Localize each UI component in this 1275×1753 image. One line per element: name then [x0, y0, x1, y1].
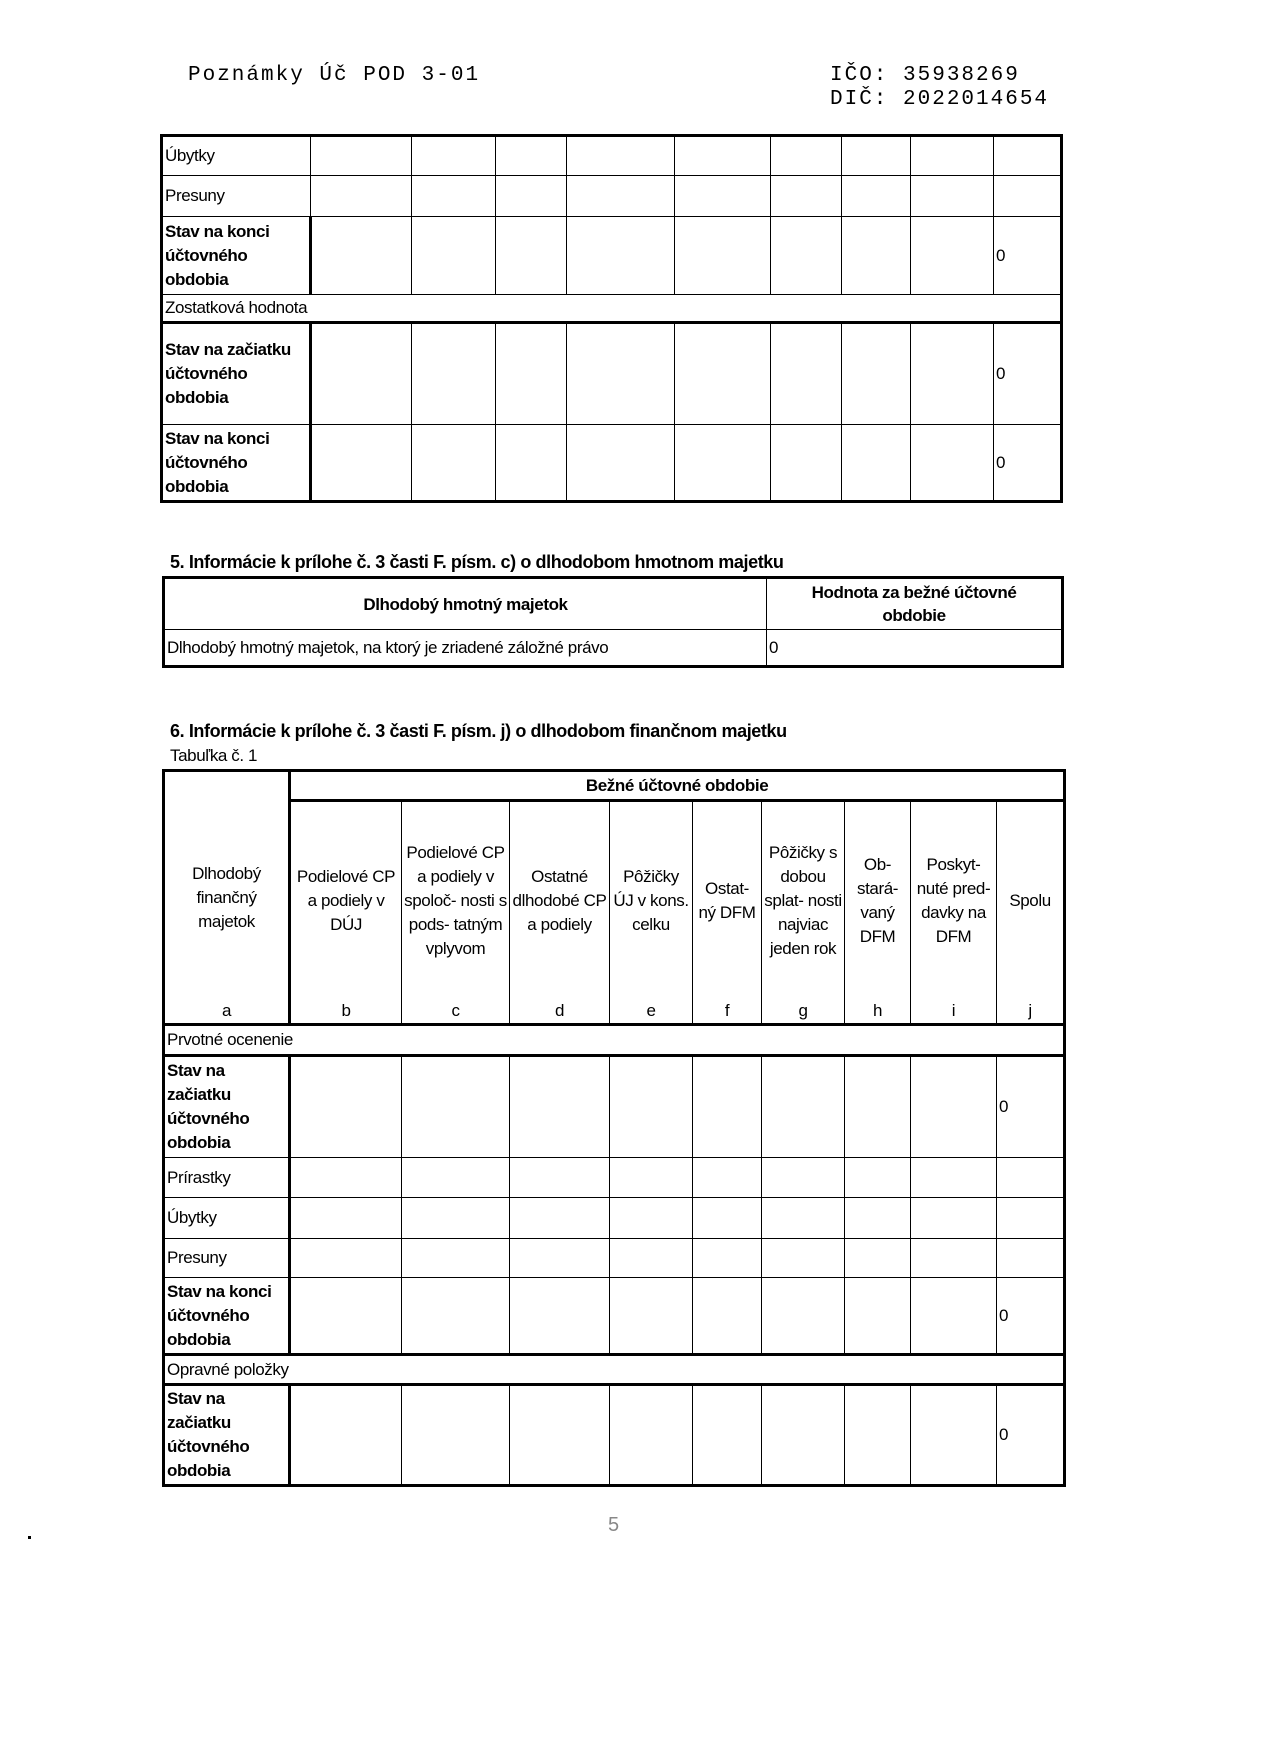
row-label: Úbytky	[162, 136, 311, 176]
table-cell	[997, 1198, 1065, 1239]
column-header	[693, 801, 762, 1025]
table-cell	[845, 1056, 911, 1158]
section-row-label: Prvotné ocenenie	[164, 1025, 1065, 1056]
table-row	[162, 323, 1062, 425]
table-cell	[290, 1158, 402, 1198]
col-header-value: Hodnota za bežné účtovné obdobie	[767, 578, 1063, 630]
table-cell	[311, 217, 412, 295]
column-label: Ostat- ný DFM	[698, 879, 756, 922]
table-cell: 0	[994, 425, 1062, 502]
table-cell	[412, 176, 496, 217]
column-letter: f	[724, 1001, 730, 1020]
table-cell	[510, 1198, 610, 1239]
table-cell	[402, 1239, 510, 1278]
table-cell	[496, 323, 567, 425]
table-cell	[610, 1239, 693, 1278]
table-row	[164, 1239, 1065, 1278]
table-cell	[762, 1056, 845, 1158]
section-row-label: Opravné položky	[164, 1355, 1065, 1385]
column-letter: g	[798, 1001, 808, 1020]
table-cell	[771, 217, 842, 295]
table-cell	[842, 217, 911, 295]
scan-dot	[28, 1536, 31, 1539]
table-cell	[567, 136, 675, 176]
section-5-title: 5. Informácie k prílohe č. 3 časti F. písm. c) o dlhodobom hmotnom majetku	[170, 552, 784, 572]
table-cell	[693, 1198, 762, 1239]
table-cell	[510, 1278, 610, 1355]
section-6-title: 6. Informácie k prílohe č. 3 časti F. písm. j) o dlhodobom finančnom majetku	[170, 721, 787, 741]
table-cell	[311, 323, 412, 425]
table-cell	[762, 1158, 845, 1198]
table-cell	[693, 1239, 762, 1278]
table-cell	[693, 1056, 762, 1158]
table-cell	[290, 1278, 402, 1355]
table-cell	[762, 1278, 845, 1355]
table-cell	[290, 1385, 402, 1486]
table-cell	[290, 1198, 402, 1239]
document-title: Poznámky Úč POD 3-01	[188, 64, 481, 87]
table-row	[164, 1056, 1065, 1158]
table-cell	[845, 1278, 911, 1355]
column-header	[402, 801, 510, 1025]
table-cell: 0	[994, 323, 1062, 425]
table-cell	[402, 1385, 510, 1486]
column-header	[290, 801, 402, 1025]
row-label: Stav na začiatku účtovného obdobia	[162, 323, 311, 425]
row-label: Presuny	[162, 176, 311, 217]
table-cell	[510, 1239, 610, 1278]
row-label: Úbytky	[164, 1198, 290, 1239]
table-cell	[675, 217, 771, 295]
table-row	[162, 425, 1062, 502]
table-cell	[311, 176, 412, 217]
table-row	[162, 295, 1062, 323]
table-cell	[693, 1158, 762, 1198]
table-cell	[911, 1385, 997, 1486]
table-cell	[771, 425, 842, 502]
table-cell	[510, 1056, 610, 1158]
table-cell	[610, 1158, 693, 1198]
group-header-row	[164, 771, 1065, 801]
row-label: Stav na konci účtovného obdobia	[164, 1278, 290, 1355]
table-cell	[845, 1239, 911, 1278]
column-letter: c	[451, 1001, 460, 1020]
table-row	[164, 1385, 1065, 1486]
table-cell	[762, 1198, 845, 1239]
table-cell	[496, 217, 567, 295]
dfm-table	[162, 769, 1066, 1487]
table-cell	[994, 176, 1062, 217]
table-cell	[567, 425, 675, 502]
table-row	[164, 1278, 1065, 1355]
column-label: Pôžičky s dobou splat- nosti najviac jeden rok	[764, 843, 842, 958]
table-cell	[290, 1056, 402, 1158]
table-row	[164, 1158, 1065, 1198]
table-cell	[412, 136, 496, 176]
table-cell	[290, 1239, 402, 1278]
table-cell	[911, 136, 994, 176]
row-label: Dlhodobý hmotný majetok, na ktorý je zriadené záložné právo	[164, 630, 767, 667]
table-cell	[610, 1385, 693, 1486]
table-cell	[762, 1385, 845, 1486]
table-cell	[675, 136, 771, 176]
column-label: Podielové CP a podiely v DÚJ	[296, 867, 396, 934]
table-cell	[311, 136, 412, 176]
column-label: Spolu	[1009, 891, 1051, 910]
table-cell	[997, 1158, 1065, 1198]
table-cell	[567, 323, 675, 425]
table-row	[162, 136, 1062, 176]
table-cell	[610, 1056, 693, 1158]
table-cell	[311, 425, 412, 502]
column-header	[610, 801, 693, 1025]
column-letter: b	[341, 1001, 351, 1020]
table-cell	[771, 136, 842, 176]
table-cell	[911, 425, 994, 502]
table-cell	[842, 323, 911, 425]
section-5-table	[162, 576, 1064, 668]
table-cell	[412, 217, 496, 295]
table-cell	[402, 1278, 510, 1355]
table-cell	[402, 1158, 510, 1198]
dic-label: DIČ: 2022014654	[830, 88, 1050, 111]
table-cell: 0	[994, 217, 1062, 295]
table-cell	[412, 323, 496, 425]
section-row-label: Zostatková hodnota	[162, 295, 1062, 323]
table-cell	[675, 425, 771, 502]
table-cell	[911, 1056, 997, 1158]
table-cell	[693, 1385, 762, 1486]
row-label: Stav na začiatku účtovného obdobia	[164, 1385, 290, 1486]
column-letter: j	[1028, 1001, 1032, 1020]
table-cell	[842, 136, 911, 176]
column-letter: e	[646, 1001, 656, 1020]
table-label: Tabuľka č. 1	[170, 746, 258, 765]
table-cell	[510, 1385, 610, 1486]
column-label: Podielové CP a podiely v spoloč- nosti s pods- tatným vplyvom	[404, 843, 507, 958]
table-cell	[496, 136, 567, 176]
row-label: Stav na začiatku účtovného obdobia	[164, 1056, 290, 1158]
first-column-label: Dlhodobý finančný majetok	[192, 863, 261, 931]
table-cell	[994, 136, 1062, 176]
column-header-row	[164, 801, 1065, 1025]
column-header	[762, 801, 845, 1025]
table-cell	[911, 323, 994, 425]
table-cell	[997, 1239, 1065, 1278]
table-cell	[911, 217, 994, 295]
table-cell	[402, 1198, 510, 1239]
table-cell	[610, 1198, 693, 1239]
table-row	[164, 1355, 1065, 1385]
table-cell	[567, 176, 675, 217]
table-cell	[911, 1239, 997, 1278]
page-number: 5	[608, 1514, 620, 1536]
table-row	[164, 1198, 1065, 1239]
row-label: Stav na konci účtovného obdobia	[162, 425, 311, 502]
table-cell: 0	[997, 1056, 1065, 1158]
row-value: 0	[767, 630, 1063, 667]
ico-label: IČO: 35938269	[830, 64, 1020, 87]
table-cell	[496, 425, 567, 502]
table-cell	[845, 1198, 911, 1239]
table-cell	[842, 176, 911, 217]
table-cell	[762, 1239, 845, 1278]
col-header-asset: Dlhodobý hmotný majetok	[164, 578, 767, 630]
column-letter: d	[554, 1001, 565, 1020]
row-label: Prírastky	[164, 1158, 290, 1198]
table-cell	[693, 1278, 762, 1355]
row-label: Presuny	[164, 1239, 290, 1278]
table-cell	[911, 1198, 997, 1239]
column-label: Ostatné dlhodobé CP a podiely	[512, 867, 607, 934]
table-row	[162, 217, 1062, 295]
column-header	[510, 801, 610, 1025]
table-cell	[402, 1056, 510, 1158]
table-row	[164, 1025, 1065, 1056]
group-header: Bežné účtovné obdobie	[290, 771, 1065, 801]
table-cell	[675, 323, 771, 425]
table-cell	[911, 1278, 997, 1355]
first-column-header	[164, 771, 290, 1025]
table-cell	[675, 176, 771, 217]
column-header	[845, 801, 911, 1025]
table-cell	[845, 1158, 911, 1198]
column-label: Ob- stará- vaný DFM	[856, 855, 899, 946]
table-cell	[911, 176, 994, 217]
column-header	[997, 801, 1065, 1025]
table-cell	[610, 1278, 693, 1355]
table-cell	[496, 176, 567, 217]
column-label: Pôžičky ÚJ v kons. celku	[613, 867, 689, 934]
table-cell	[771, 176, 842, 217]
table-cell	[567, 217, 675, 295]
column-letter: i	[951, 1001, 956, 1020]
table-cell: 0	[997, 1278, 1065, 1355]
table-cell	[510, 1158, 610, 1198]
table-cell	[412, 425, 496, 502]
row-label: Stav na konci účtovného obdobia	[162, 217, 311, 295]
column-header	[911, 801, 997, 1025]
table-cell	[842, 425, 911, 502]
table-cell	[845, 1385, 911, 1486]
table-row	[162, 176, 1062, 217]
column-letter: h	[872, 1001, 883, 1020]
column-label: Poskyt- nuté pred- davky na DFM	[916, 855, 991, 946]
table-cell: 0	[997, 1385, 1065, 1486]
top-asset-table	[160, 134, 1063, 503]
table-cell	[911, 1158, 997, 1198]
column-letter: a	[221, 1001, 232, 1020]
table-cell	[771, 323, 842, 425]
